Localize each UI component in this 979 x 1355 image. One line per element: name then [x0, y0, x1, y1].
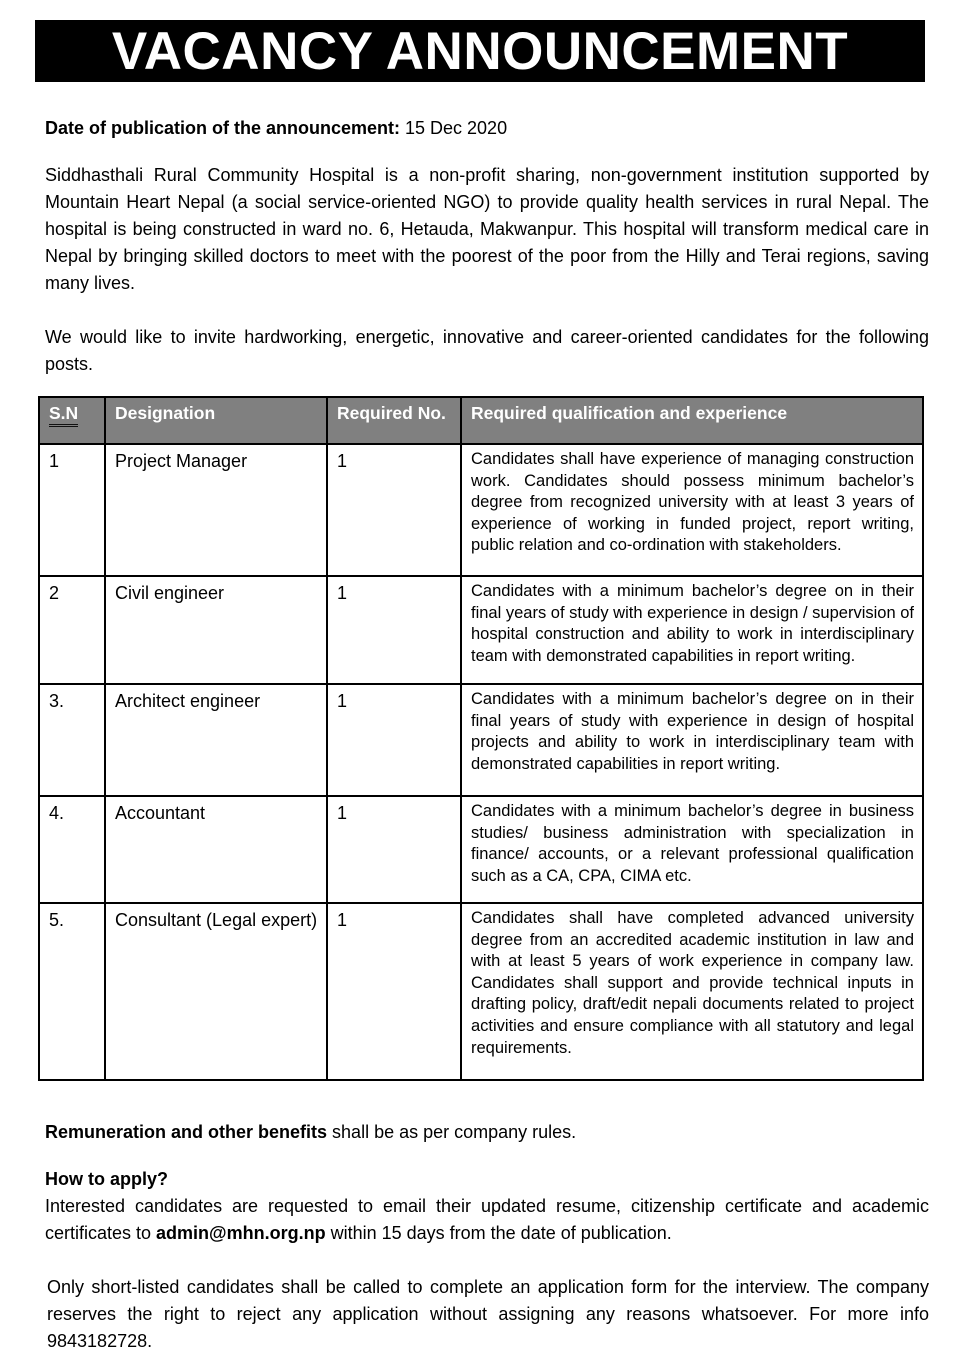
column-header-qualification: Required qualification and experience: [461, 397, 923, 444]
remuneration-line: [45, 1119, 929, 1146]
qualification-cell: Candidates with a minimum bachelor’s degree on in their final years of study with experience in design / supervision of hospital construction and ability to work in interdisciplinary team with demonstrated capabilities in report writing.: [461, 576, 923, 684]
designation-cell: Consultant (Legal expert): [105, 903, 327, 1080]
vacancy-table: [38, 396, 924, 1081]
table-header-row: [39, 397, 923, 444]
intro-paragraph-2: We would like to invite hardworking, energetic, innovative and career-oriented candidates for the following posts.: [45, 327, 929, 374]
required-no-cell: 1: [327, 796, 461, 903]
table-row: [39, 576, 923, 684]
document-body: [0, 116, 979, 1355]
designation-cell: Accountant: [105, 796, 327, 903]
designation-cell: Project Manager: [105, 444, 327, 576]
table-row: [39, 444, 923, 576]
apply-instructions-end: within 15 days from the date of publication.: [325, 1223, 672, 1243]
sn-cell: 3.: [39, 684, 105, 796]
remuneration-text: shall be as per company rules.: [327, 1122, 577, 1142]
publication-date-value: 15 Dec 2020: [400, 118, 508, 138]
required-no-cell: 1: [327, 576, 461, 684]
intro-paragraph-1: Siddhasthali Rural Community Hospital is a non-profit sharing, non-government institution supported by Mountain Heart Nepal (a social service-oriented NGO) to provide quality health services in rural Nepal. The hospital is being constructed in ward no. 6, Hetauda, Makwanpur. This hospital will transform medical care in Nepal by bringing skilled doctors to meet with the poorest of the poor from the Hilly and Terai regions, saving many lives.: [45, 165, 929, 293]
apply-instructions: [45, 1193, 929, 1247]
required-no-cell: 1: [327, 684, 461, 796]
column-header-required-no: Required No.: [327, 397, 461, 444]
qualification-cell: Candidates with a minimum bachelor’s degree in business studies/ business administration with specialization in finance/ accounts, or a relevant professional qualification such as a CA, CPA, CIMA etc.: [461, 796, 923, 903]
how-to-apply-heading: How to apply?: [45, 1169, 168, 1189]
required-no-cell: 1: [327, 444, 461, 576]
page-title: VACANCY ANNOUNCEMENT: [111, 21, 849, 81]
sn-cell: 4.: [39, 796, 105, 903]
required-no-cell: 1: [327, 903, 461, 1080]
column-header-sn: S.N: [39, 397, 105, 444]
closing-paragraph: Only short-listed candidates shall be called to complete an application form for the interview. The company reserves the right to reject any application without assigning any reasons whatsoever. For more info 9843182728.: [47, 1277, 929, 1351]
sn-cell: 5.: [39, 903, 105, 1080]
publication-date-line: [45, 116, 929, 140]
qualification-cell: Candidates with a minimum bachelor’s degree on in their final years of study with experience in design of hospital projects and ability to work in interdisciplinary team with demonstrated capabilities in report writing.: [461, 684, 923, 796]
email-address: admin@mhn.org.np: [156, 1223, 326, 1243]
sn-cell: 2: [39, 576, 105, 684]
apply-instructions-start: Interested candidates are requested to email their updated resume, citizenship certificate and academic certificates to: [45, 1196, 929, 1243]
designation-cell: Civil engineer: [105, 576, 327, 684]
column-header-designation: Designation: [105, 397, 327, 444]
qualification-cell: Candidates shall have experience of managing construction work. Candidates should possess minimum bachelor’s degree from recognized university with at least 3 years of experience of working in funded project, report writing, public relation and co-ordination with stakeholders.: [461, 444, 923, 576]
table-row: [39, 903, 923, 1080]
sn-cell: 1: [39, 444, 105, 576]
table-row: [39, 796, 923, 903]
table-row: [39, 684, 923, 796]
remuneration-label: Remuneration and other benefits: [45, 1122, 328, 1142]
qualification-cell: Candidates shall have completed advanced university degree from an accredited academic institution in law and with at least 5 years of work experience in company law. Candidates shall support and provide technical inputs in drafting policy, draft/edit nepali documents related to project activities and ensure compliance with all statutory and legal requirements.: [461, 903, 923, 1080]
designation-cell: Architect engineer: [105, 684, 327, 796]
vacancy-banner: [35, 20, 925, 82]
publication-date-label: Date of publication of the announcement:: [45, 118, 400, 138]
